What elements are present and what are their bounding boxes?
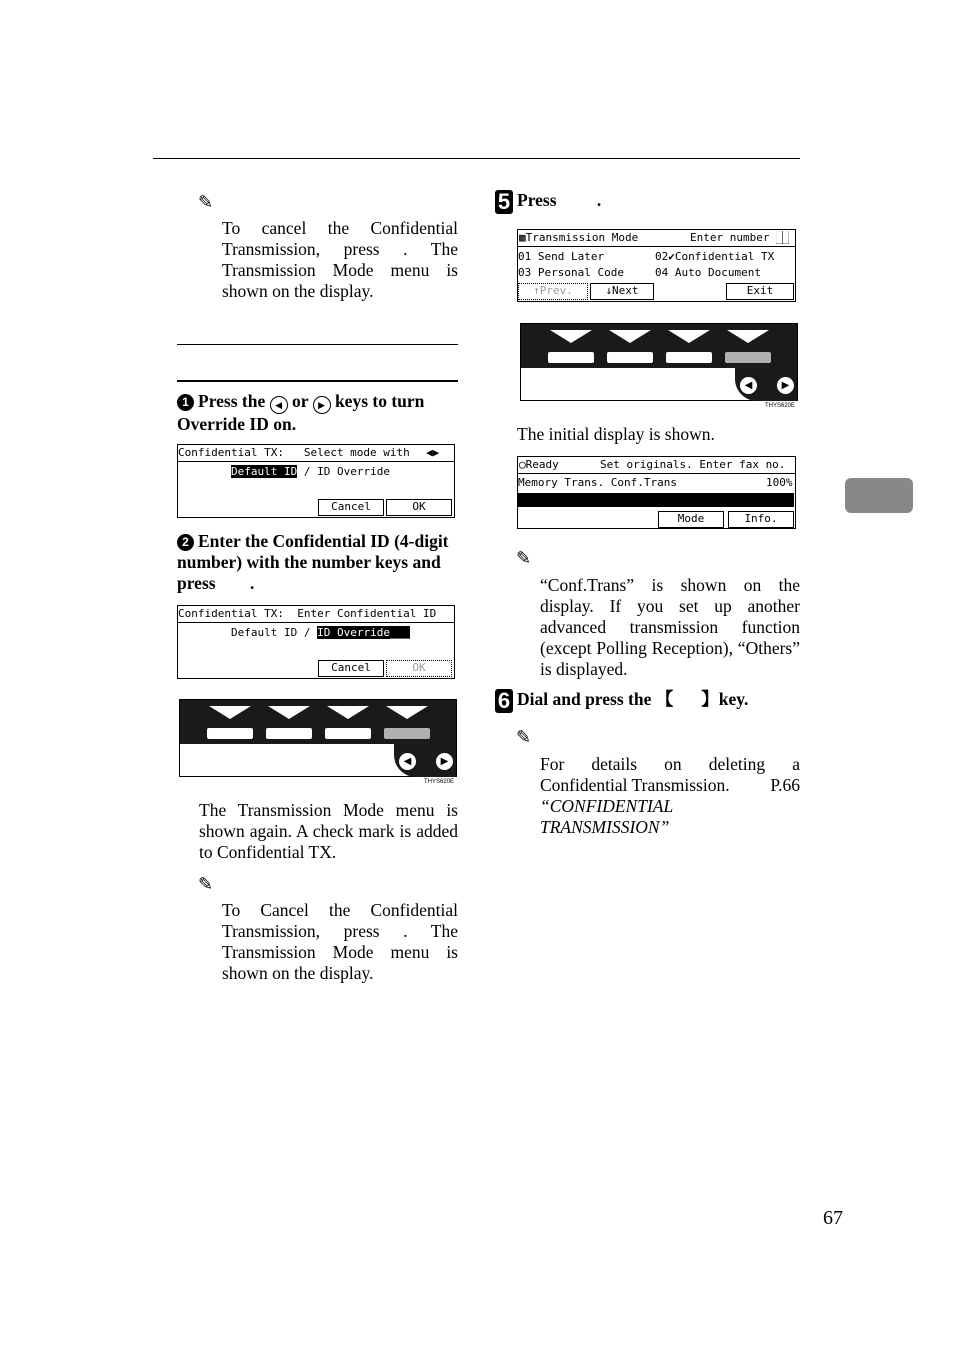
right-arrow-key-icon[interactable]: ▶ [777, 377, 794, 394]
cancel-button[interactable]: Cancel [318, 660, 384, 677]
note-cancel-confidential: To cancel the Confidential Transmission, press . The Transmission Mode menu is shown on the display. [222, 218, 458, 301]
selection-key-4[interactable] [384, 728, 430, 739]
lcd-ready-screen: ◯Ready Set originals. Enter fax no. Memory Trans. Conf.Trans 100% ☎ _ Dest: 0 Mode Info. [517, 456, 796, 529]
default-id-option[interactable]: Default ID [231, 465, 298, 478]
left-arrow-key-icon[interactable]: ◀ [740, 377, 757, 394]
mode-item-03[interactable]: 03 Personal Code [518, 266, 624, 279]
right-arrow-key-icon[interactable]: ▶ [436, 753, 453, 770]
figure-code: THYS620E [424, 779, 455, 785]
fax-mode-icon: ▩ [519, 231, 526, 244]
mode-item-01[interactable]: 01 Send Later [518, 250, 605, 263]
left-arrow-key-icon[interactable]: ◀ [399, 753, 416, 770]
note-deleting: For details on deleting a Confidential Transmission. P.66 “CONFIDENTIAL TRANSMISSION” [540, 754, 800, 837]
id-override-option[interactable]: ID Override___ [317, 626, 410, 639]
page-number: 67 [823, 1207, 843, 1229]
mode-item-02[interactable]: 02✔Confidential TX [655, 250, 775, 263]
lcd-transmission-mode: ▩Transmission Mode Enter number ▉▉ 01 Send Later 02✔Confidential TX 03 Personal Code 04 Auto Document ↑Prev. ↓Next Exit [517, 229, 796, 302]
step-6: 6 Dial and press the 【 】key. [495, 689, 795, 713]
step-number-badge: 5 [495, 190, 513, 214]
telephone-icon: ☎ [526, 507, 533, 520]
note-conf-trans: “Conf.Trans” is shown on the display. If you set up another advanced transmission function (except Polling Reception), “Others” is displayed. [540, 575, 800, 679]
header-rule [153, 158, 800, 159]
selection-key-3[interactable] [666, 352, 712, 363]
mode-button[interactable]: Mode [658, 511, 724, 528]
control-panel-keys [179, 699, 457, 777]
right-arrow-key-icon: ▶ [313, 396, 331, 414]
prev-button[interactable]: ↑Prev. [518, 283, 588, 300]
substep-2: 2 Enter the Confidential ID (4-digit number) with the number keys and press . [177, 531, 449, 593]
substep-1: 1 Press the ◀ or ▶ keys to turn Override ID on. [177, 391, 425, 434]
selection-key-1[interactable] [548, 352, 594, 363]
pencil-note-icon: ✎ [198, 874, 214, 895]
lcd-confidential-select: Confidential TX: Select mode with ◀▶ Default ID / ID Override Cancel OK [177, 444, 455, 518]
pencil-note-icon: ✎ [516, 548, 532, 569]
initial-display-text: The initial display is shown. [517, 424, 715, 444]
reference-title: “CONFIDENTIAL TRANSMISSION” [540, 796, 674, 837]
step-number-badge: 6 [495, 689, 513, 713]
pencil-note-icon: ✎ [198, 192, 214, 213]
selection-key-4[interactable] [725, 352, 771, 363]
destination-bar[interactable]: ☎ _ Dest: 0 [518, 493, 794, 507]
result-text: The Transmission Mode menu is shown again. A check mark is added to Confidential TX. [199, 800, 458, 862]
exit-button[interactable]: Exit [726, 283, 794, 300]
ok-button[interactable]: OK [386, 499, 452, 516]
cancel-button[interactable]: Cancel [318, 499, 384, 516]
step-number-badge: 1 [177, 394, 194, 411]
step-number-badge: 2 [177, 534, 194, 551]
page-reference-link[interactable]: P.66 [770, 775, 800, 795]
chapter-tab [845, 478, 913, 513]
ready-indicator-icon: ◯ [519, 458, 526, 471]
pencil-note-icon: ✎ [516, 727, 532, 748]
section-rule-thick [177, 380, 458, 382]
section-rule [177, 344, 458, 345]
left-arrow-key-icon: ◀ [270, 396, 288, 414]
control-panel-keys [520, 323, 798, 401]
lcd-enter-confidential-id: Confidential TX: Enter Confidential ID Default ID / ID Override___ Cancel OK [177, 605, 455, 679]
figure-code: THYS620E [765, 403, 796, 409]
mode-item-04[interactable]: 04 Auto Document [655, 266, 761, 279]
select-arrows-icon: ◀▶ [426, 446, 440, 459]
selection-key-3[interactable] [325, 728, 371, 739]
note-cancel-confidential-2: To Cancel the Confidential Transmission, press . The Transmission Mode menu is shown on the display. [222, 900, 458, 983]
ok-button[interactable]: OK [386, 660, 452, 677]
step-5: 5 Press . [495, 190, 795, 214]
info-button[interactable]: Info. [728, 511, 794, 528]
selection-key-1[interactable] [207, 728, 253, 739]
selection-key-2[interactable] [266, 728, 312, 739]
selection-key-2[interactable] [607, 352, 653, 363]
next-button[interactable]: ↓Next [590, 283, 654, 300]
